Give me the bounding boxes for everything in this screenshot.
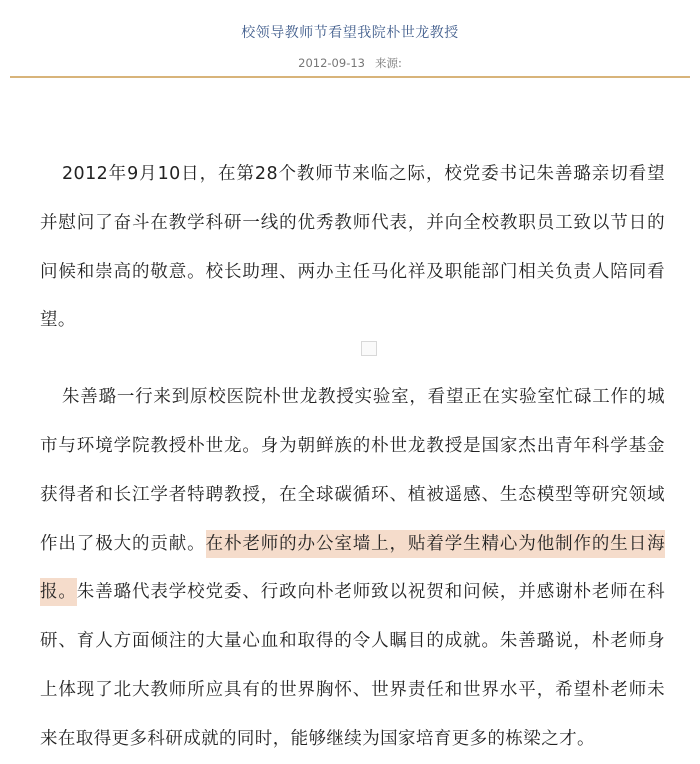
paragraph-2-text-after: 朱善璐代表学校党委、行政向朴老师致以祝贺和问候，并感谢朴老师在科研、育人方面倾注的大量心血和取得的令人瞩目的成就。朱善璐说，朴老师身上体现了北大教师所应具有的世界胸怀、世界责任和世界水平，希望朴老师未来在取得更多科研成就的同时，能够继续为国家培育更多的栋梁之才。 [40,582,665,749]
broken-image-icon [361,341,377,356]
article-date: 2012-09-13 [298,56,365,70]
highlighted-text: 在朴老师的办公室墙上，贴着学生精心为他制作的生日海报。 [40,530,665,607]
article-title: 校领导教师节看望我院朴世龙教授 [241,25,459,41]
header-divider [10,76,690,78]
paragraph-2 [40,373,665,763]
article-meta [0,55,700,71]
paragraph-1: 2012年9月10日，在第28个教师节来临之际，校党委书记朱善璐亲切看望并慰问了奋斗在教学科研一线的优秀教师代表，并向全校教职员工致以节日的问候和崇高的敬意。校长助理、两办主任马化祥及职能部门相关负责人陪同看望。 [40,164,665,331]
article-source-label: 来源: [374,56,402,70]
article-header [0,0,700,78]
paragraph-2-text-before: 朱善璐一行来到原校医院朴世龙教授实验室，看望正在实验室忙碌工作的城市与环境学院教授朴世龙。身为朝鲜族的朴世龙教授是国家杰出青年科学基金获得者和长江学者特聘教授，在全球碳循环、植被遥感、生态模型等研究领域作出了极大的贡献。 [40,387,665,554]
article-body [40,150,665,764]
